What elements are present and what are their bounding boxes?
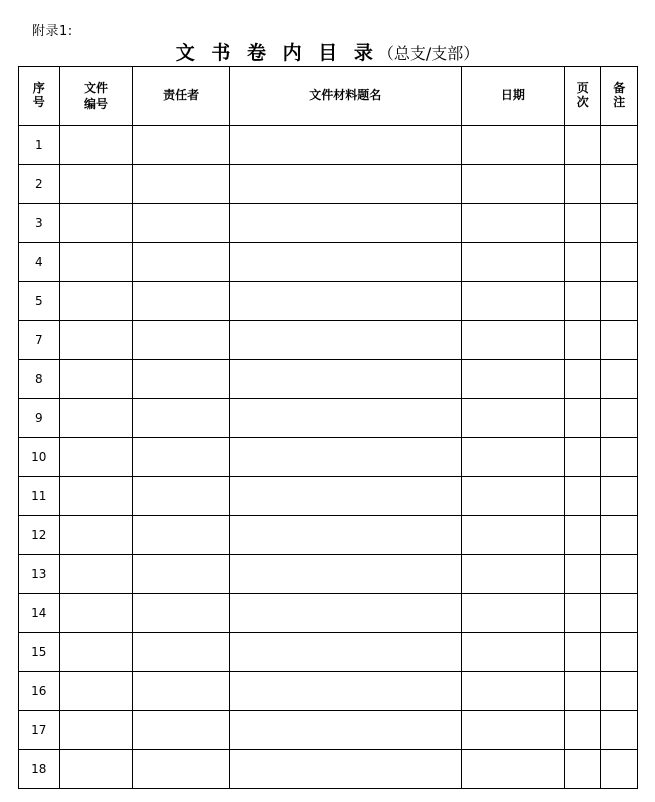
cell-remark[interactable] [601,243,638,282]
table-row [19,360,638,399]
table-row [19,711,638,750]
column-header-title: 文件材料题名 [229,67,461,126]
cell-docno[interactable] [59,711,133,750]
cell-seq: 3 [19,204,60,243]
cell-remark[interactable] [601,750,638,789]
column-header-remark-line2: 注 [613,95,626,109]
cell-owner[interactable] [133,204,229,243]
cell-page[interactable] [565,711,601,750]
cell-remark[interactable] [601,165,638,204]
cell-owner[interactable] [133,633,229,672]
cell-date[interactable] [461,321,564,360]
cell-docno[interactable] [59,399,133,438]
cell-date[interactable] [461,672,564,711]
cell-title[interactable] [229,243,461,282]
cell-seq: 9 [19,399,60,438]
cell-title[interactable] [229,399,461,438]
cell-seq: 7 [19,321,60,360]
cell-page[interactable] [565,165,601,204]
cell-seq: 11 [19,477,60,516]
cell-date[interactable] [461,750,564,789]
cell-title[interactable] [229,126,461,165]
cell-seq: 8 [19,360,60,399]
cell-docno[interactable] [59,360,133,399]
cell-remark[interactable] [601,282,638,321]
cell-page[interactable] [565,516,601,555]
column-header-docno-line2: 编号 [83,97,108,111]
cell-date[interactable] [461,633,564,672]
cell-seq: 1 [19,126,60,165]
cell-seq: 17 [19,711,60,750]
table-row [19,126,638,165]
cell-owner[interactable] [133,438,229,477]
cell-title[interactable] [229,282,461,321]
cell-seq: 14 [19,594,60,633]
table-row [19,165,638,204]
cell-date[interactable] [461,477,564,516]
cell-docno[interactable] [59,750,133,789]
cell-page[interactable] [565,633,601,672]
column-header-seq-line2: 号 [32,95,45,109]
table-row [19,282,638,321]
cell-remark[interactable] [601,711,638,750]
cell-owner[interactable] [133,516,229,555]
cell-page[interactable] [565,243,601,282]
table-row [19,321,638,360]
cell-remark[interactable] [601,204,638,243]
cell-docno[interactable] [59,438,133,477]
cell-remark[interactable] [601,555,638,594]
cell-docno[interactable] [59,477,133,516]
catalog-table [18,66,638,789]
table-row [19,555,638,594]
cell-owner[interactable] [133,360,229,399]
cell-date[interactable] [461,399,564,438]
column-header-docno [59,67,133,126]
cell-docno[interactable] [59,516,133,555]
table-row [19,594,638,633]
cell-title[interactable] [229,360,461,399]
cell-page[interactable] [565,555,601,594]
column-header-date: 日期 [461,67,564,126]
cell-owner[interactable] [133,594,229,633]
cell-docno[interactable] [59,594,133,633]
cell-page[interactable] [565,321,601,360]
cell-remark[interactable] [601,477,638,516]
cell-title[interactable] [229,594,461,633]
cell-title[interactable] [229,438,461,477]
column-header-remark-line1: 备 [613,81,626,96]
column-header-page-line1: 页 [576,81,589,96]
column-header-page-line2: 次 [576,95,589,109]
cell-seq: 12 [19,516,60,555]
cell-date[interactable] [461,282,564,321]
cell-owner[interactable] [133,321,229,360]
cell-page[interactable] [565,399,601,438]
cell-title[interactable] [229,321,461,360]
cell-docno[interactable] [59,204,133,243]
column-header-owner: 责任者 [133,67,229,126]
page-title-sub: （总支/支部） [377,44,480,63]
cell-docno[interactable] [59,126,133,165]
column-header-docno-line1: 文件 [83,80,108,95]
cell-owner[interactable] [133,126,229,165]
cell-title[interactable] [229,204,461,243]
cell-date[interactable] [461,165,564,204]
cell-remark[interactable] [601,672,638,711]
cell-date[interactable] [461,243,564,282]
cell-seq: 16 [19,672,60,711]
cell-page[interactable] [565,360,601,399]
cell-title[interactable] [229,672,461,711]
cell-owner[interactable] [133,243,229,282]
page-title [0,38,655,65]
cell-owner[interactable] [133,672,229,711]
cell-title[interactable] [229,711,461,750]
cell-docno[interactable] [59,321,133,360]
table-row [19,204,638,243]
cell-seq: 13 [19,555,60,594]
cell-owner[interactable] [133,711,229,750]
cell-remark[interactable] [601,516,638,555]
cell-page[interactable] [565,594,601,633]
cell-seq: 18 [19,750,60,789]
cell-date[interactable] [461,711,564,750]
cell-date[interactable] [461,204,564,243]
cell-remark[interactable] [601,594,638,633]
cell-seq: 10 [19,438,60,477]
cell-docno[interactable] [59,672,133,711]
table-row [19,243,638,282]
cell-page[interactable] [565,282,601,321]
column-header-remark [601,67,638,126]
cell-owner[interactable] [133,555,229,594]
cell-seq: 4 [19,243,60,282]
cell-docno[interactable] [59,165,133,204]
annex-label: 附录1: [32,24,73,39]
cell-seq: 2 [19,165,60,204]
table-row [19,633,638,672]
cell-remark[interactable] [601,321,638,360]
cell-page[interactable] [565,672,601,711]
cell-docno[interactable] [59,555,133,594]
cell-page[interactable] [565,438,601,477]
cell-title[interactable] [229,633,461,672]
cell-docno[interactable] [59,243,133,282]
cell-date[interactable] [461,126,564,165]
table-row [19,750,638,789]
cell-page[interactable] [565,126,601,165]
table-row [19,672,638,711]
cell-docno[interactable] [59,633,133,672]
cell-title[interactable] [229,477,461,516]
table-header-row [19,67,638,126]
cell-remark[interactable] [601,360,638,399]
table-row [19,438,638,477]
cell-owner[interactable] [133,477,229,516]
cell-date[interactable] [461,594,564,633]
cell-owner[interactable] [133,750,229,789]
cell-owner[interactable] [133,165,229,204]
column-header-page [565,67,601,126]
cell-date[interactable] [461,555,564,594]
table-row [19,399,638,438]
cell-title[interactable] [229,555,461,594]
column-header-seq-line1: 序 [32,81,45,96]
cell-seq: 15 [19,633,60,672]
cell-page[interactable] [565,750,601,789]
table-body [19,126,638,789]
table-row [19,477,638,516]
cell-owner[interactable] [133,399,229,438]
page-title-main: 文 书 卷 内 目 录 [175,42,378,64]
cell-date[interactable] [461,360,564,399]
cell-date[interactable] [461,516,564,555]
cell-title[interactable] [229,165,461,204]
cell-remark[interactable] [601,633,638,672]
cell-docno[interactable] [59,282,133,321]
cell-title[interactable] [229,750,461,789]
cell-page[interactable] [565,477,601,516]
cell-page[interactable] [565,204,601,243]
cell-remark[interactable] [601,438,638,477]
cell-owner[interactable] [133,282,229,321]
cell-title[interactable] [229,516,461,555]
column-header-seq [19,67,60,126]
table-header [19,67,638,126]
table-row [19,516,638,555]
cell-remark[interactable] [601,399,638,438]
cell-date[interactable] [461,438,564,477]
cell-remark[interactable] [601,126,638,165]
cell-seq: 5 [19,282,60,321]
